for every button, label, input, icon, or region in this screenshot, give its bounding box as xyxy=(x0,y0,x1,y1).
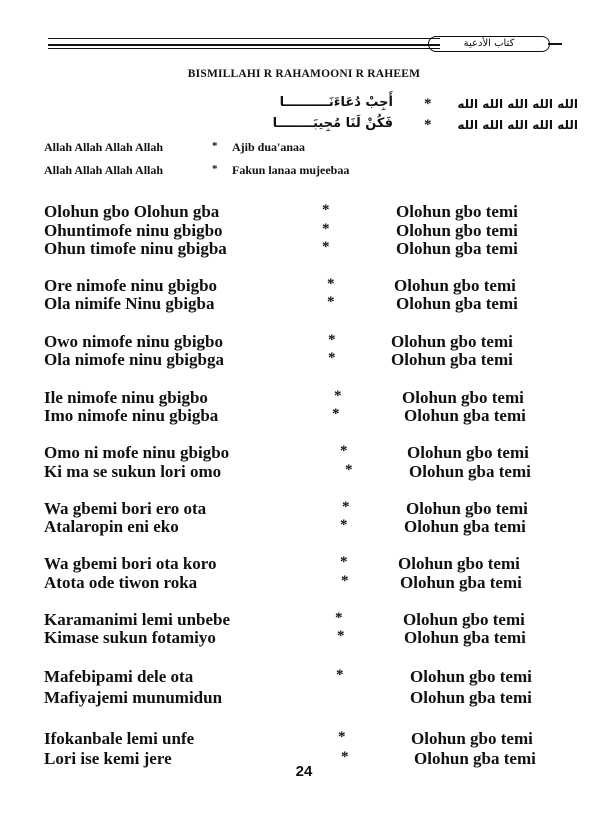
translit-left-1: Allah Allah Allah Allah xyxy=(44,140,164,154)
verse-star: * xyxy=(340,443,348,459)
verse-star: * xyxy=(341,573,349,589)
verse-star: * xyxy=(338,729,346,745)
verse-right: Olohun gbo temi xyxy=(398,554,520,573)
verse-right: Olohun gba temi xyxy=(391,350,513,369)
verse-right: Olohun gba temi xyxy=(400,573,522,592)
verse-left: Ohuntimofe ninu gbigbo xyxy=(44,221,223,240)
verse-left: Mafiyajemi munumidun xyxy=(44,688,223,707)
verse-right: Olohun gbo temi xyxy=(411,729,533,748)
verse-star: * xyxy=(328,332,336,348)
verse-right: Olohun gba temi xyxy=(404,406,526,425)
verse-right: Olohun gbo temi xyxy=(396,221,518,240)
verse-left: Mafebipami dele ota xyxy=(44,667,194,686)
verse-right: Olohun gba temi xyxy=(410,688,532,707)
verse-right: Olohun gba temi xyxy=(396,294,518,313)
verse-star: * xyxy=(342,499,350,515)
verse-right: Olohun gbo temi xyxy=(407,443,529,462)
translit-left-2: Allah Allah Allah Allah xyxy=(44,163,164,177)
verse-star: * xyxy=(327,276,335,292)
verse-star: * xyxy=(340,517,348,533)
arabic-names-1: الله الله الله الله الله xyxy=(457,97,578,111)
verse-left: Atalaropin eni eko xyxy=(44,517,179,536)
translit-right-2: Fakun lanaa mujeebaa xyxy=(232,163,350,177)
verse-right: Olohun gbo temi xyxy=(394,276,516,295)
verse-star: * xyxy=(327,294,335,310)
verse-right: Olohun gbo temi xyxy=(396,202,518,221)
header-rule-top xyxy=(48,38,440,39)
verse-left: Imo nimofe ninu gbigba xyxy=(44,406,219,425)
verse-left: Ki ma se sukun lori omo xyxy=(44,462,222,481)
verse-star: * xyxy=(332,406,340,422)
verse-star: * xyxy=(340,554,348,570)
verse-star: * xyxy=(335,610,343,626)
verse-star: * xyxy=(328,350,336,366)
verse-star: * xyxy=(322,202,330,218)
book-title-label: كتاب الأدعية xyxy=(428,36,550,52)
verse-right: Olohun gbo temi xyxy=(402,388,524,407)
verse-right: Olohun gbo temi xyxy=(406,499,528,518)
header-rule-middle xyxy=(48,44,440,46)
verse-left: Ifokanbale lemi unfe xyxy=(44,729,195,748)
verse-left: Owo nimofe ninu gbigbo xyxy=(44,332,224,351)
arabic-verse-2: فَكُنْ لَنَا مُجِيبَــــــــا xyxy=(272,116,393,131)
arabic-star-2: * xyxy=(424,117,432,133)
verse-right: Olohun gba temi xyxy=(396,239,518,258)
verse-right: Olohun gba temi xyxy=(409,462,531,481)
verse-left: Lori ise kemi jere xyxy=(44,749,172,768)
verse-left: Ola nimofe ninu gbigbga xyxy=(44,350,224,369)
verse-star: * xyxy=(334,388,342,404)
verse-right: Olohun gba temi xyxy=(404,517,526,536)
header-rule-bottom xyxy=(48,48,440,49)
verse-left: Wa gbemi bori ero ota xyxy=(44,499,207,518)
verse-star: * xyxy=(337,628,345,644)
page-number: 24 xyxy=(295,763,313,780)
verse-right: Olohun gbo temi xyxy=(410,667,532,686)
verse-star: * xyxy=(345,462,353,478)
verse-left: Karamanimi lemi unbebe xyxy=(44,610,231,629)
verse-left: Kimase sukun fotamiyo xyxy=(44,628,216,647)
verse-star: * xyxy=(322,221,330,237)
verse-left: Omo ni mofe ninu gbigbo xyxy=(44,443,230,462)
verse-left: Ohun timofe ninu gbigba xyxy=(44,239,227,258)
verse-right: Olohun gba temi xyxy=(414,749,536,768)
arabic-star-1: * xyxy=(424,96,432,112)
verse-right: Olohun gba temi xyxy=(404,628,526,647)
arabic-verse-1: أَجِبْ دُعَاءَنَــــــــــا xyxy=(279,95,393,110)
bismillah-heading: BISMILLAHI R RAHAMOONI R RAHEEM xyxy=(187,68,421,80)
verse-right: Olohun gbo temi xyxy=(403,610,525,629)
verse-left: Atota ode tiwon roka xyxy=(44,573,198,592)
verse-left: Ore nimofe ninu gbigbo xyxy=(44,276,218,295)
verse-star: * xyxy=(322,239,330,255)
verse-right: Olohun gbo temi xyxy=(391,332,513,351)
translit-star-1: * xyxy=(212,140,218,152)
verse-star: * xyxy=(336,667,344,683)
translit-right-1: Ajib dua'anaa xyxy=(232,140,306,154)
verse-star: * xyxy=(341,749,349,765)
header-rule-tail xyxy=(548,43,562,45)
translit-star-2: * xyxy=(212,163,218,175)
verse-left: Olohun gbo Olohun gba xyxy=(44,202,220,221)
verse-left: Wa gbemi bori ota koro xyxy=(44,554,217,573)
arabic-names-2: الله الله الله الله الله xyxy=(457,118,578,132)
verse-left: Ile nimofe ninu gbigbo xyxy=(44,388,208,407)
verse-left: Ola nimife Ninu gbigba xyxy=(44,294,215,313)
